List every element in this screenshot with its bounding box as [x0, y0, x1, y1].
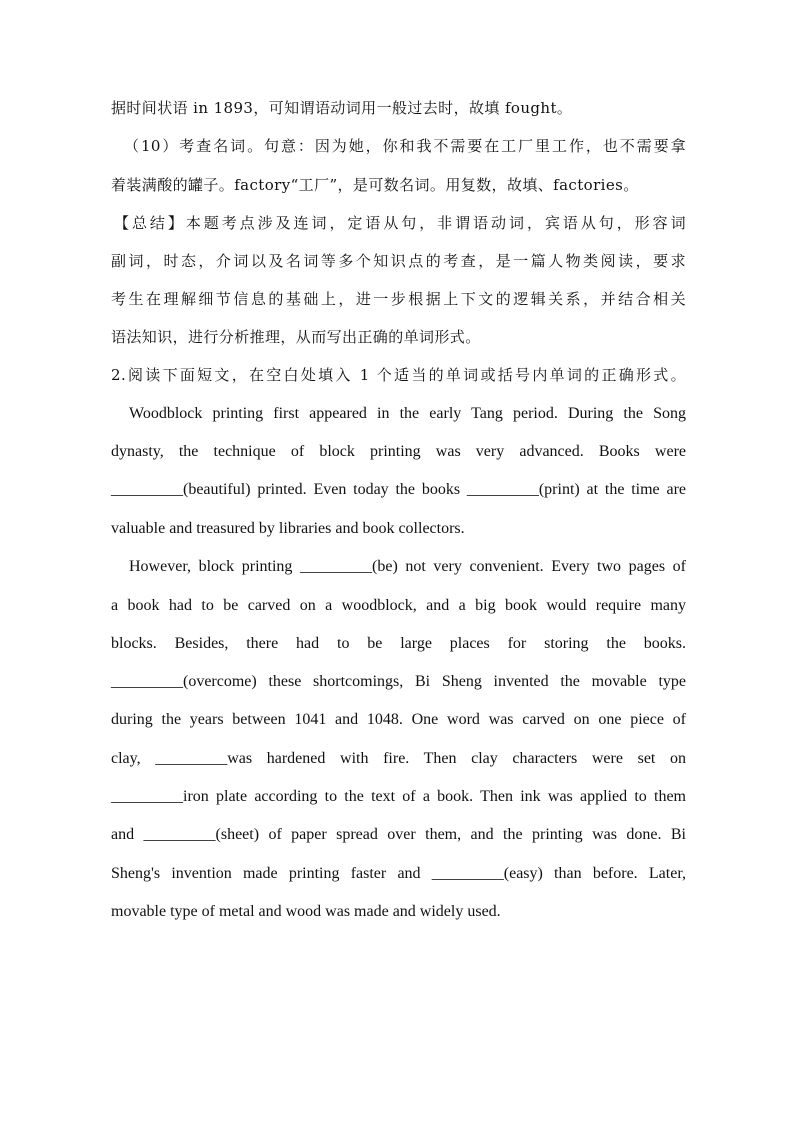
passage-p1-line-2: dynasty, the technique of block printing was very advanced. Books were	[111, 443, 686, 460]
analysis-tail-line: 据时间状语 in 1893，可知谓语动词用一般过去时，故填 fought。	[111, 99, 573, 117]
passage-p1-line-3: _________(beautiful) printed. Even today the books _________(print) at the time are	[111, 481, 686, 498]
passage-p1-line-1: Woodblock printing first appeared in the early Tang period. During the Song	[129, 405, 686, 422]
passage-p2-line-9: Sheng's invention made printing faster and _________(easy) than before. Later,	[111, 865, 686, 882]
item10-line-1: （10）考查名词。句意：因为她，你和我不需要在工厂里工作，也不需要拿	[124, 137, 686, 155]
passage-p2-line-8: and _________(sheet) of paper spread over them, and the printing was done. Bi	[111, 826, 686, 843]
item10-line-2: 着装满酸的罐子。factory“工厂”，是可数名词。用复数，故填、factories。	[111, 176, 639, 194]
summary-line-3: 考生在理解细节信息的基础上，进一步根据上下文的逻辑关系，并结合相关	[111, 290, 686, 308]
passage-p2-line-2: a book had to be carved on a woodblock, and a big book would require many	[111, 597, 686, 614]
summary-line-2: 副词，时态，介词以及名词等多个知识点的考查，是一篇人物类阅读，要求	[111, 252, 686, 270]
passage-p2-line-5: during the years between 1041 and 1048. One word was carved on one piece of	[111, 711, 686, 728]
passage-p2-line-4: _________(overcome) these shortcomings, Bi Sheng invented the movable type	[111, 673, 686, 690]
passage-p2-line-10: movable type of metal and wood was made and widely used.	[111, 903, 501, 920]
passage-p2-line-1: However, block printing _________(be) not very convenient. Every two pages of	[129, 558, 686, 575]
passage-p2-line-7: _________iron plate according to the text of a book. Then ink was applied to them	[111, 788, 686, 805]
summary-line-1: 【总结】本题考点涉及连词，定语从句，非谓语动词，宾语从句，形容词	[114, 214, 686, 232]
question2-instruction: 2.阅读下面短文，在空白处填入 1 个适当的单词或括号内单词的正确形式。	[111, 366, 686, 384]
passage-p1-line-4: valuable and treasured by libraries and book collectors.	[111, 520, 465, 537]
passage-p2-line-6: clay, _________was hardened with fire. Then clay characters were set on	[111, 750, 686, 767]
summary-line-4: 语法知识，进行分析推理，从而写出正确的单词形式。	[111, 328, 481, 346]
passage-p2-line-3: blocks. Besides, there had to be large places for storing the books.	[111, 635, 686, 652]
